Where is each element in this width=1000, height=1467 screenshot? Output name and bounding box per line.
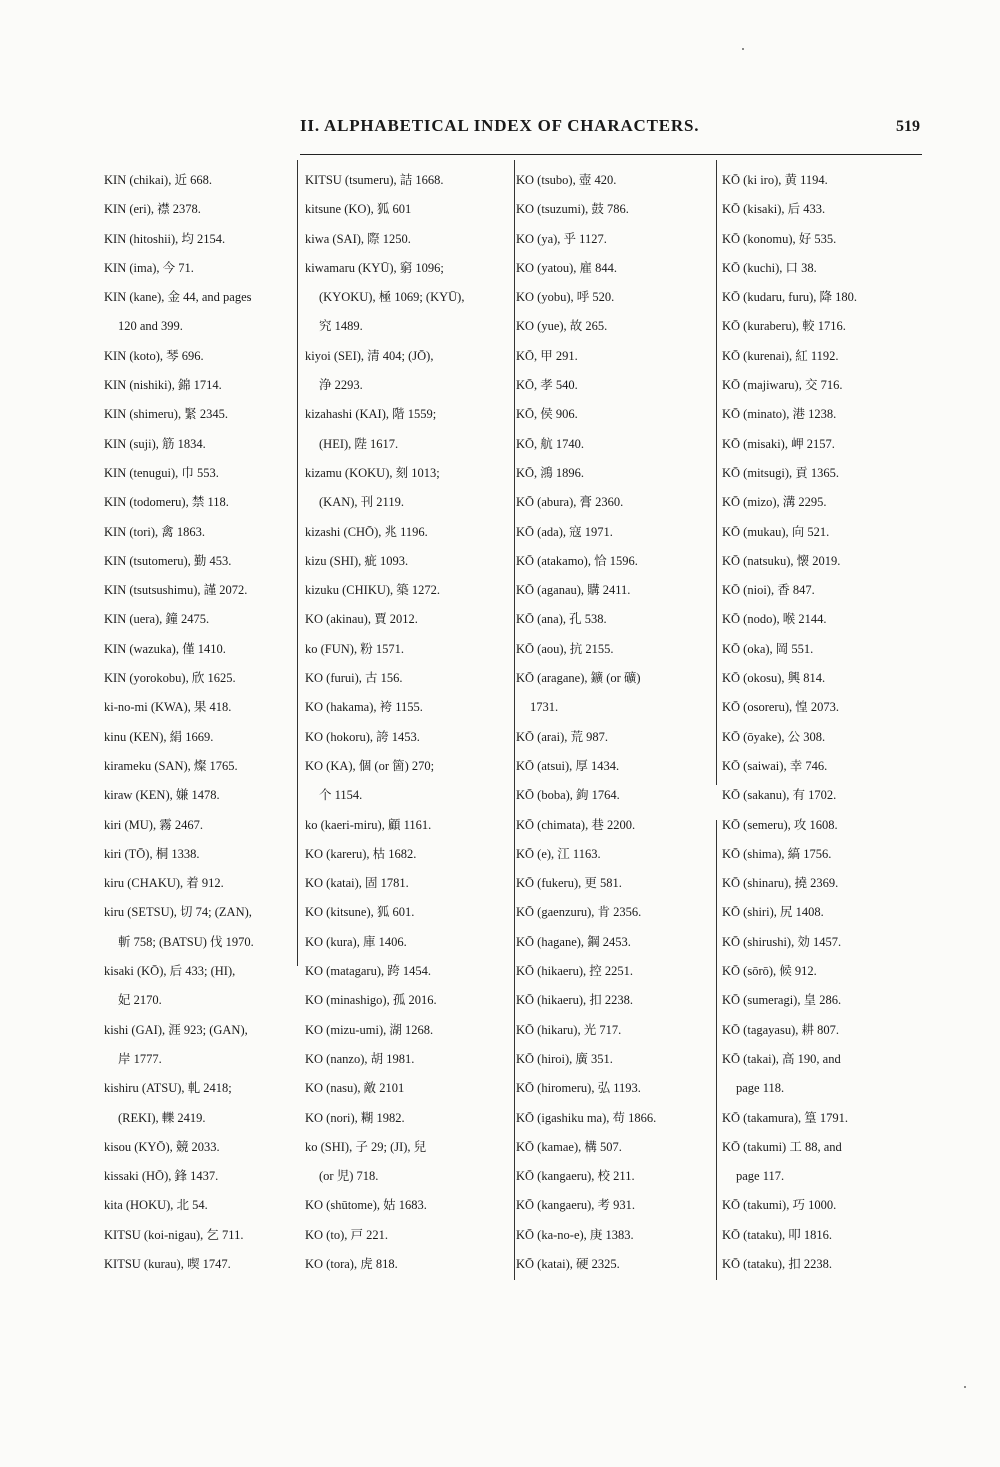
index-entry: KŌ (fukeru), 更 581. [516,876,622,891]
index-entry: KŌ (konomu), 好 535. [722,231,837,246]
index-entry: KIN (shimeru), 緊 2345. [104,407,228,422]
index-entry: KŌ (atakamo), 恰 1596. [516,553,638,568]
index-entry: KO (minashigo), 孤 2016. [305,993,437,1008]
page-number: 519 [896,118,920,135]
column-divider-2 [514,160,515,1280]
index-entry: KŌ (kuchi), 口 38. [722,260,817,275]
index-entry: kisaki (KŌ), 后 433; (HI), [104,964,236,979]
index-entry: KŌ (igashiku ma), 苟 1866. [516,1110,657,1125]
index-entry: KŌ (mitsugi), 貢 1365. [722,465,840,480]
index-entry: kizahashi (KAI), 階 1559; [305,407,437,422]
index-entry: KŌ (hagane), 鋼 2453. [516,934,631,949]
index-entry: KO (nanzo), 胡 1981. [305,1051,415,1066]
index-entry: KŌ (ada), 寇 1971. [516,524,613,539]
index-entry: KŌ (takumi) 工 88, and [722,1139,842,1154]
index-entry: 个 1154. [319,788,363,803]
index-entry: KŌ (aou), 抗 2155. [516,641,614,656]
index-entry: 妃 2170. [118,993,162,1008]
index-entry: KŌ (ki iro), 黄 1194. [722,173,828,187]
index-entry: KO (yue), 故 265. [516,319,608,334]
index-entry: KŌ (majiwaru), 交 716. [722,378,843,393]
index-entry: KIN (suji), 筋 1834. [104,436,206,451]
index-entry: kissaki (HŌ), 鋒 1437. [104,1169,219,1184]
index-entry: KŌ (okosu), 興 814. [722,671,826,686]
index-entry: kishi (GAI), 涯 923; (GAN), [104,1022,248,1037]
index-entry: KŌ (kisaki), 后 433. [722,202,826,217]
index-entry: KŌ (kangaeru), 考 931. [516,1198,636,1213]
index-entry: KŌ (hiroi), 廣 351. [516,1051,613,1066]
index-entry: KŌ (kamae), 構 507. [516,1139,622,1154]
index-entry: KIN (uera), 鐘 2475. [104,612,210,627]
index-entry: KŌ (hikaeru), 扣 2238. [516,993,633,1008]
index-entry: KŌ, 航 1740. [516,436,585,451]
index-entry: KO (tsuzumi), 鼓 786. [516,202,629,217]
index-entry: KO (to), 戸 221. [305,1227,388,1242]
index-entry: KŌ (osoreru), 惶 2073. [722,700,839,715]
index-entry: kizashi (CHŌ), 兆 1196. [305,524,428,539]
index-entry: KO (katai), 固 1781. [305,876,409,891]
index-entry: kizamu (KOKU), 刻 1013; [305,465,440,480]
index-entry: KO (mizu-umi), 湖 1268. [305,1022,434,1037]
index-entry: KO (akinau), 賈 2012. [305,612,418,627]
index-entry: (REKI), 轢 2419. [118,1110,206,1125]
index-entry: KITSU (tsumeru), 詰 1668. [305,173,444,187]
index-entry: kisou (KYŌ), 競 2033. [104,1139,220,1154]
index-entry: KŌ (kangaeru), 校 211. [516,1169,635,1184]
index-entry: KO (nori), 糊 1982. [305,1110,405,1125]
index-entry: kiraw (KEN), 嫌 1478. [104,788,220,803]
index-entry: KŌ (tagayasu), 耕 807. [722,1022,839,1037]
index-column-3 [516,166,712,1279]
index-entry: KŌ (nioi), 香 847. [722,583,815,598]
index-entry: ko (FUN), 粉 1571. [305,641,404,656]
column-divider-1 [297,160,298,966]
index-entry: (HEI), 陛 1617. [319,436,399,451]
index-entry: KO (ya), 乎 1127. [516,231,607,246]
index-entry: KO (tsubo), 壺 420. [516,173,617,187]
index-entry: (KAN), 刊 2119. [319,495,404,510]
index-entry: KŌ, 甲 291. [516,348,578,363]
index-entry: KO (yatou), 雇 844. [516,260,618,275]
index-entry: KO (kitsune), 狐 601. [305,905,415,920]
index-entry: kiri (TŌ), 桐 1338. [104,846,200,861]
index-entry: page 118. [736,1081,785,1096]
index-entry: KŌ (arai), 荒 987. [516,729,608,744]
index-entry: KŌ, 鴻 1896. [516,465,585,480]
index-entry: KŌ (ana), 孔 538. [516,612,607,627]
index-entry: KŌ (natsuku), 懐 2019. [722,553,841,568]
header-rule [300,154,922,155]
index-entry: KIN (wazuka), 僅 1410. [104,641,226,656]
index-entry: KO (matagaru), 跨 1454. [305,964,432,979]
column-divider-3b [716,820,717,1280]
index-entry: KŌ (chimata), 巷 2200. [516,817,636,832]
index-entry: KŌ (hikaru), 光 717. [516,1022,622,1037]
index-entry: (KYOKU), 極 1069; (KYŪ), [319,290,465,305]
index-entry: KO (yobu), 呼 520. [516,290,615,305]
index-entry: 斬 758; (BATSU) 伐 1970. [118,934,254,949]
index-entry: KŌ (shima), 縞 1756. [722,846,832,861]
index-entry: KŌ (kurenai), 紅 1192. [722,348,839,363]
index-entry: kita (HOKU), 北 54. [104,1198,208,1213]
index-entry: KIN (tsutomeru), 勤 453. [104,553,232,568]
index-entry: KŌ (shirushi), 効 1457. [722,934,842,949]
index-entry: kitsune (KO), 狐 601 [305,202,412,217]
index-entry: KŌ (boba), 鉤 1764. [516,788,620,803]
index-column-1 [104,166,294,1279]
index-entry: KŌ (nodo), 喉 2144. [722,612,827,627]
index-entry: kiwamaru (KYŪ), 窮 1096; [305,260,444,275]
index-entry: KŌ (katai), 硬 2325. [516,1256,620,1271]
index-entry: KŌ (oka), 岡 551. [722,641,814,656]
index-entry: KŌ (tataku), 扣 2238. [722,1256,833,1271]
index-entry: KŌ (sakanu), 有 1702. [722,788,837,803]
index-entry: KŌ (takai), 高 190, and [722,1051,841,1066]
index-entry: KŌ (sōrō), 候 912. [722,964,817,979]
index-entry: KIN (nishiki), 錦 1714. [104,378,222,393]
index-entry: KŌ (ōyake), 公 308. [722,729,826,744]
index-entry: KIN (hitoshii), 均 2154. [104,231,226,246]
index-entry: KIN (kane), 金 44, and pages [104,290,252,305]
index-entry: ki-no-mi (KWA), 果 418. [104,700,232,715]
index-entry: KITSU (koi-nigau), 乞 711. [104,1227,244,1242]
index-entry: KO (nasu), 敵 2101 [305,1081,405,1096]
index-entry: KŌ (minato), 港 1238. [722,407,837,422]
index-entry: KIN (todomeru), 禁 118. [104,495,229,510]
index-entry: KŌ (tataku), 叩 1816. [722,1227,833,1242]
index-entry: kiru (SETSU), 切 74; (ZAN), [104,905,252,920]
index-entry: 究 1489. [319,319,363,334]
index-entry: KŌ (shiri), 尻 1408. [722,905,824,920]
index-entry: KŌ (hikaeru), 控 2251. [516,964,633,979]
page-header [0,116,1000,142]
index-entry: kiru (CHAKU), 着 912. [104,876,224,891]
page-title: II. ALPHABETICAL INDEX OF CHARACTERS. [300,116,700,135]
index-entry: KŌ (takamura), 篁 1791. [722,1110,849,1125]
index-entry: 120 and 399. [118,319,183,334]
index-entry: KŌ (semeru), 攻 1608. [722,817,838,832]
index-entry: KŌ (misaki), 岬 2157. [722,436,835,451]
index-entry: (or 児) 718. [319,1169,379,1184]
index-entry: KIN (koto), 琴 696. [104,348,204,363]
index-entry: KIN (tenugui), 巾 553. [104,465,219,480]
index-entry: KŌ (shinaru), 撓 2369. [722,876,839,891]
index-entry: KIN (tori), 禽 1863. [104,524,206,539]
index-entry: KŌ (aganau), 購 2411. [516,583,631,598]
index-entry: ko (kaeri-miru), 顧 1161. [305,817,432,832]
index-entry: KIN (yorokobu), 欣 1625. [104,671,236,686]
index-entry: KŌ (hiromeru), 弘 1193. [516,1081,641,1096]
index-entry: 浄 2293. [319,378,363,393]
index-entry: KŌ, 孝 540. [516,378,578,393]
index-entry: KŌ (e), 江 1163. [516,846,601,861]
index-entry: KO (KA), 個 (or 箇) 270; [305,758,435,773]
index-entry: KŌ (sumeragi), 皇 286. [722,993,842,1008]
speck [742,48,744,50]
index-entry: kiri (MU), 霧 2467. [104,817,203,832]
index-entry: 1731. [530,700,559,715]
index-entry: KO (kareru), 枯 1682. [305,846,417,861]
speck [964,1386,966,1388]
index-entry: ko (SHI), 子 29; (JI), 兒 [305,1139,427,1154]
index-entry: KŌ (mukau), 向 521. [722,524,830,539]
index-entry: KŌ (ka-no-e), 庚 1383. [516,1227,634,1242]
index-entry: KŌ (kuraberu), 較 1716. [722,319,846,334]
column-divider-3 [716,160,717,785]
index-entry: kizuku (CHIKU), 築 1272. [305,583,441,598]
index-column-4 [722,166,922,1279]
index-entry: kirameku (SAN), 燦 1765. [104,758,238,773]
index-entry: KŌ, 侯 906. [516,407,578,422]
index-entry: KO (hakama), 袴 1155. [305,700,423,715]
index-entry: KIN (ima), 今 71. [104,260,194,275]
index-entry: KŌ (atsui), 厚 1434. [516,758,620,773]
index-entry: kiyoi (SEI), 清 404; (JŌ), [305,348,434,363]
index-entry: KIN (chikai), 近 668. [104,173,212,187]
index-entry: KIN (eri), 襟 2378. [104,202,201,217]
index-entry: KO (tora), 虎 818. [305,1256,398,1271]
index-entry: KO (furui), 古 156. [305,671,403,686]
index-entry: KITSU (kurau), 喫 1747. [104,1256,231,1271]
index-column-2 [305,166,510,1279]
index-entry: KO (hokoru), 誇 1453. [305,729,420,744]
index-entry: KŌ (gaenzuru), 肯 2356. [516,905,642,920]
index-entry: KŌ (saiwai), 幸 746. [722,758,828,773]
index-entry: KIN (tsutsushimu), 謹 2072. [104,583,248,598]
index-entry: KŌ (aragane), 鑛 (or 礦) [516,671,641,686]
index-entry: KO (kura), 庫 1406. [305,934,407,949]
index-entry: kishiru (ATSU), 軋 2418; [104,1081,232,1096]
index-entry: 岸 1777. [118,1051,162,1066]
index-entry: kizu (SHI), 疵 1093. [305,553,409,568]
index-entry: KŌ (abura), 膏 2360. [516,495,624,510]
index-entry: kiwa (SAI), 際 1250. [305,231,411,246]
index-entry: kinu (KEN), 絹 1669. [104,729,214,744]
index-entry: KŌ (kudaru, furu), 降 180. [722,290,858,305]
index-entry: KŌ (mizo), 溝 2295. [722,495,827,510]
index-entry: KŌ (takumi), 巧 1000. [722,1198,837,1213]
index-entry: KO (shūtome), 姑 1683. [305,1198,427,1213]
index-entry: page 117. [736,1169,785,1184]
